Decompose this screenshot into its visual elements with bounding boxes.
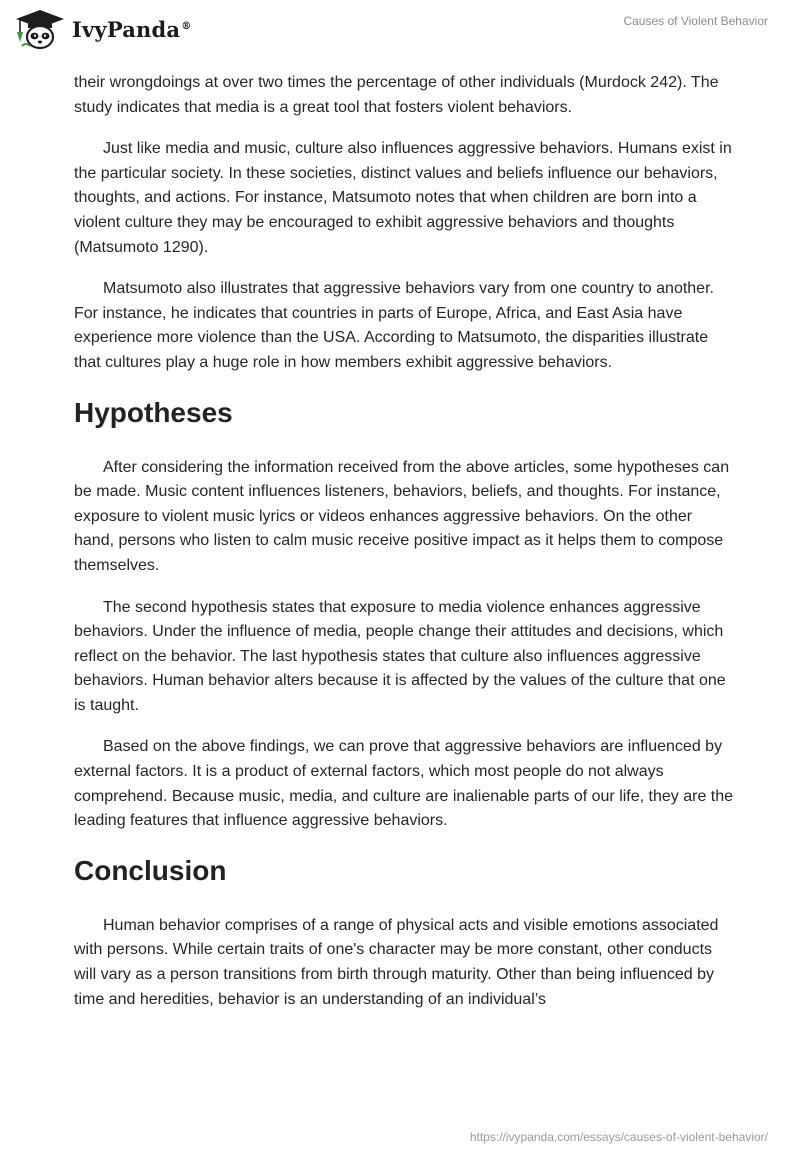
panda-graduate-icon [14, 8, 66, 50]
paragraph: Based on the above findings, we can prove that aggressive behaviors are influenced by external factors. It is a product of external factors, which most people do not always comprehend. Because music, media, and culture are inalienable parts of our life, they are the leading features that influence aggressive behaviors. [74, 738, 734, 830]
ivypanda-logo[interactable] [14, 8, 191, 50]
paragraph: The second hypothesis states that exposure to media violence enhances aggressive behaviors. Under the influence of media, people change their attitudes and decisions, which reflect on the behavior. The last hypothesis states that culture also influences aggressive behaviors. Human behavior alters because it is affected by the values of the culture that one is taught. [74, 598, 726, 714]
paragraph: After considering the information received from the above articles, some hypotheses can be made. Music content influences listeners, behaviors, beliefs, and thoughts. For instance, exposure to violent music lyrics or videos enhances aggressive behaviors. On the other hand, persons who listen to calm music receive positive impact as it helps them to compose themselves. [74, 458, 730, 574]
source-url-link[interactable]: https://ivypanda.com/essays/causes-of-violent-behavior/ [469, 1130, 768, 1144]
page-header [0, 0, 800, 70]
paragraph: Just like media and music, culture also influences aggressive behaviors. Humans exist in the particular society. In these societies, distinct values and beliefs influence our behaviors, thoughts, and actions. For instance, Matsumoto notes that when children are born into a violent culture they may be encouraged to exhibit aggressive behaviors and thoughts (Matsumoto 1290). [74, 140, 732, 256]
section-heading-hypotheses: Hypotheses [74, 396, 233, 428]
essay-content [74, 71, 734, 1029]
paragraph: their wrongdoings at over two times the percentage of other individuals (Murdock 242). The study indicates that media is a great tool that fosters violent behaviors. [74, 74, 719, 116]
document-title: Causes of Violent Behavior [623, 14, 768, 28]
brand-name: IvyPanda® [72, 16, 192, 42]
section-heading-conclusion: Conclusion [74, 854, 227, 886]
paragraph: Human behavior comprises of a range of physical acts and visible emotions associated with persons. While certain traits of one's character may be more constant, other conducts will vary as a person transitions from birth through maturity. Other than being influenced by time and heredities, behavior is an understanding of an individual’s [74, 916, 719, 1008]
paragraph: Matsumoto also illustrates that aggressive behaviors vary from one country to another. For instance, he indicates that countries in parts of Europe, Africa, and East Asia have experience more violence than the USA. According to Matsumoto, the disparities illustrate that cultures play a huge role in how members exhibit aggressive behaviors. [74, 280, 714, 371]
